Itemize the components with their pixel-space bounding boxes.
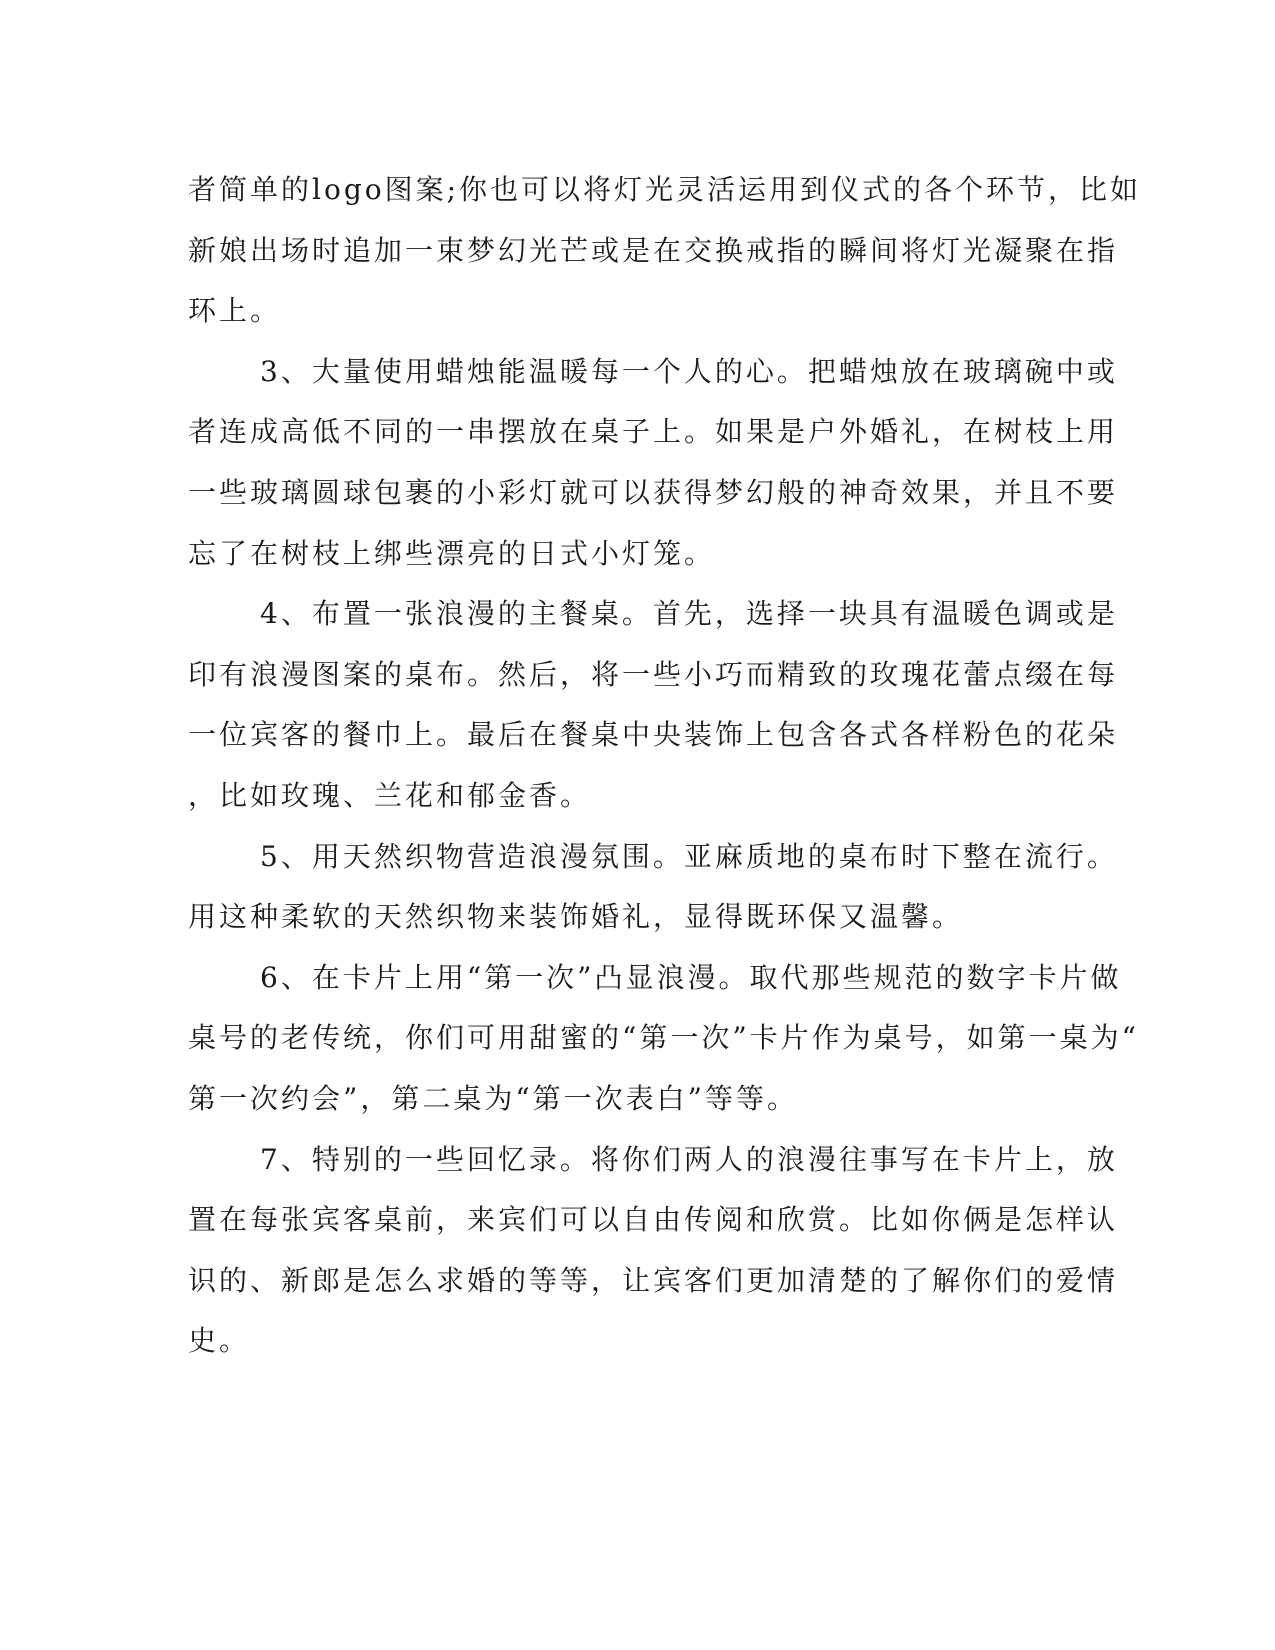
text-line: 印有浪漫图案的桌布。然后，将一些小巧而精致的玫瑰花蕾点缀在每 — [188, 657, 1119, 691]
text-line: 桌号的老传统，你们可用甜蜜的“第一次”卡片作为桌号，如第一桌为“ — [188, 1021, 1139, 1055]
paragraph-5-start: 5、用天然织物营造浪漫氛围。亚麻质地的桌布时下整在流行。 — [260, 839, 1118, 873]
paragraph-4-start: 4、布置一张浪漫的主餐桌。首先，选择一块具有温暖色调或是 — [260, 597, 1118, 631]
text-line: 一位宾客的餐巾上。最后在餐桌中央装饰上包含各式各样粉色的花朵 — [188, 718, 1119, 752]
text-line: 识的、新郎是怎么求婚的等等，让宾客们更加清楚的了解你们的爱情 — [188, 1263, 1119, 1297]
paragraph-3-start: 3、大量使用蜡烛能温暖每一个人的心。把蜡烛放在玻璃碗中或 — [260, 354, 1118, 388]
paragraph-7-start: 7、特别的一些回忆录。将你们两人的浪漫往事写在卡片上，放 — [260, 1142, 1118, 1176]
text-line: 第一次约会”，第二桌为“第一次表白”等等。 — [188, 1081, 798, 1115]
text-line: 用这种柔软的天然织物来装饰婚礼，显得既环保又温馨。 — [188, 900, 964, 934]
text-line: ，比如玫瑰、兰花和郁金香。 — [188, 778, 592, 812]
text-line: 新娘出场时追加一束梦幻光芒或是在交换戒指的瞬间将灯光凝聚在指 — [188, 233, 1119, 267]
body-text — [188, 160, 1142, 1372]
text-line: 置在每张宾客桌前，来宾们可以自由传阅和欣赏。比如你俩是怎样认 — [188, 1203, 1119, 1237]
paragraph-6-start: 6、在卡片上用“第一次”凸显浪漫。取代那些规范的数字卡片做 — [260, 960, 1122, 994]
text-line: 环上。 — [188, 294, 282, 328]
text-line: 者连成高低不同的一串摆放在桌子上。如果是户外婚礼，在树枝上用 — [188, 415, 1119, 449]
text-line: 史。 — [188, 1324, 251, 1358]
text-line: 一些玻璃圆球包裹的小彩灯就可以获得梦幻般的神奇效果，并且不要 — [188, 475, 1119, 509]
text-line: 忘了在树枝上绑些漂亮的日式小灯笼。 — [188, 536, 716, 570]
text-line: 者简单的logo图案;你也可以将灯光灵活运用到仪式的各个环节，比如 — [188, 173, 1142, 206]
